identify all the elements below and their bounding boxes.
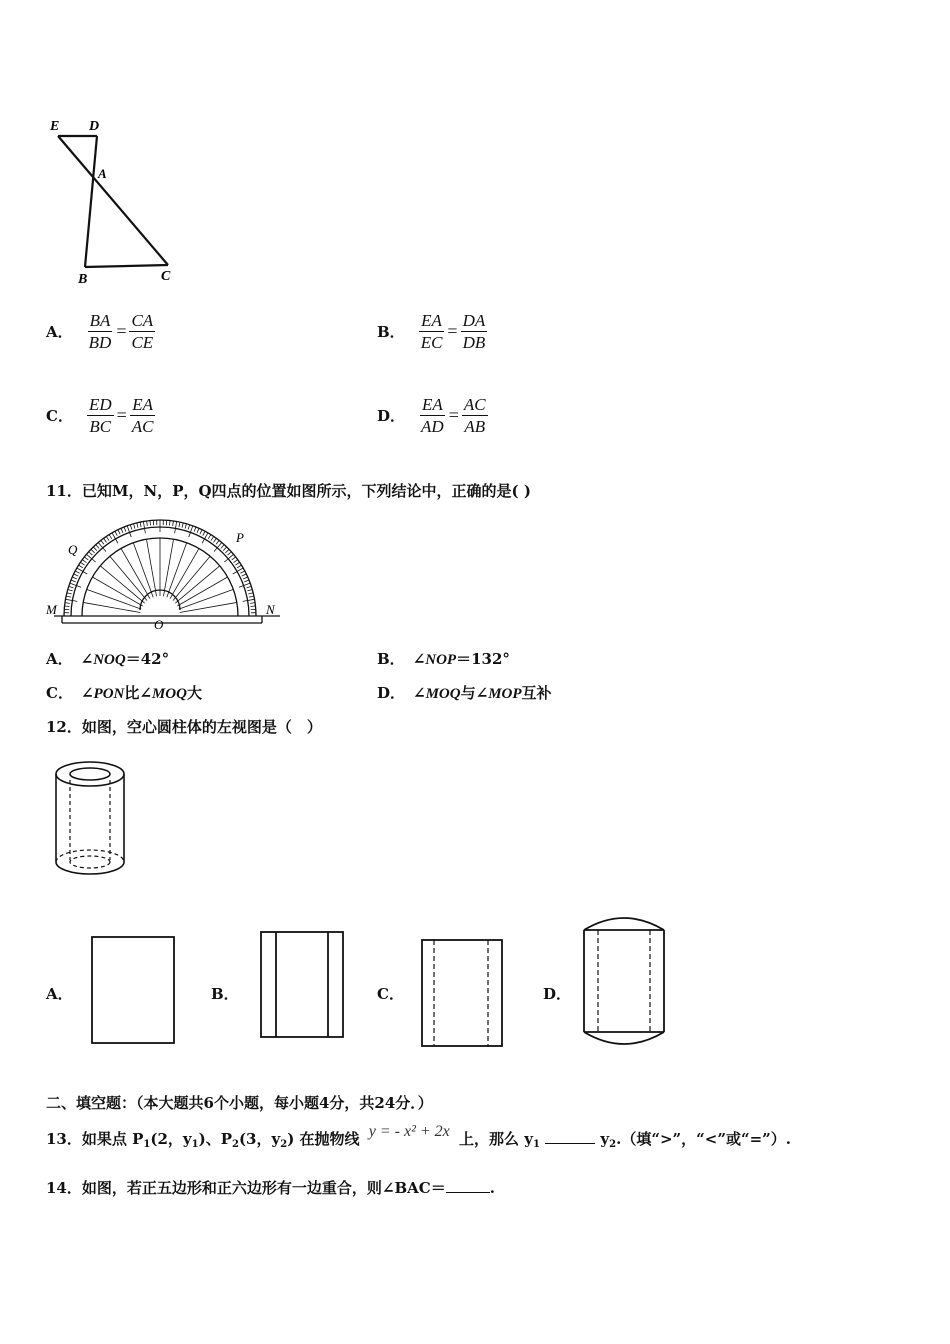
q12-stem: 12．如图，空心圆柱体的左视图是（ ） [46, 718, 322, 736]
fraction-right: $\frac{EA}{AC}$ [131, 395, 154, 437]
q10-option-c[interactable] [46, 394, 156, 438]
q12-option-b-label[interactable]: B． [211, 985, 239, 1003]
q10-option-b[interactable] [377, 310, 487, 354]
label-M: M [46, 602, 57, 617]
equals-sign: = [116, 405, 127, 426]
answer-blank[interactable] [446, 1192, 490, 1193]
fraction-left: $\frac{EA}{AD}$ [421, 395, 444, 437]
label-P: P [236, 530, 244, 545]
fraction-right: $\frac{DA}{DB}$ [462, 311, 486, 353]
q14: 14．如图，若正五边形和正六边形有一边重合，则∠BAC＝ . [46, 1179, 495, 1197]
q10-triangle-figure [40, 112, 190, 287]
parabola-formula: y = - x² + 2x [368, 1123, 450, 1140]
q13: 13．如果点 $P_1(2$，$y_1$)、$P_2(3$，$y_2$) 在抛物线 y = - x² + 2x 上，那么 $y_1$ $y_2$.（填“>”，“<”或“=”）. [46, 1123, 792, 1150]
fraction-left: $\frac{BA}{BD}$ [88, 311, 112, 353]
hollow-cylinder-figure [48, 756, 133, 881]
q12-option-a-label[interactable]: A． [46, 985, 73, 1003]
label-D: D [89, 119, 100, 134]
label-E: E [50, 119, 60, 134]
equals-sign: = [447, 321, 458, 342]
label-B: B [78, 272, 88, 287]
protractor-figure [40, 508, 290, 633]
label-Q: Q [68, 542, 78, 557]
option-label: D． [377, 407, 406, 426]
section-heading: 二、填空题：（本大题共6个小题，每小题4分，共24分．） [46, 1094, 433, 1112]
q10-option-d[interactable] [377, 394, 488, 438]
option-label: C． [46, 407, 73, 426]
label-A: A [98, 166, 107, 181]
label-N: N [266, 602, 275, 617]
label-O: O [154, 617, 164, 632]
fraction-left: $\frac{EA}{EC}$ [420, 311, 443, 353]
q11-option-b[interactable]: B． ∠NOP＝132° [377, 650, 510, 668]
q11-option-c[interactable]: C． ∠PON比∠MOQ大 [46, 684, 202, 702]
q12-option-d-figure[interactable] [578, 912, 670, 1056]
fraction-right: $\frac{CA}{CE}$ [131, 311, 154, 353]
q12-option-c-figure[interactable] [418, 936, 508, 1050]
q11-option-d[interactable]: D． ∠MOQ与∠MOP互补 [377, 684, 552, 702]
option-label: B． [377, 323, 405, 342]
fraction-right: $\frac{AC}{AB}$ [463, 395, 486, 437]
option-label: A． [46, 323, 73, 342]
fraction-left: $\frac{ED}{BC}$ [88, 395, 112, 437]
q11-stem: 11．已知M，N，P，Q四点的位置如图所示，下列结论中，正确的是( ) [46, 482, 531, 500]
answer-blank[interactable] [545, 1143, 595, 1144]
equals-sign: = [448, 405, 459, 426]
q12-option-b-figure[interactable] [256, 928, 350, 1042]
q12-option-c-label[interactable]: C． [377, 985, 404, 1003]
q12-option-a-figure[interactable] [88, 932, 180, 1048]
equals-sign: = [116, 321, 127, 342]
q11-option-a[interactable]: A． ∠NOQ＝42° [46, 650, 170, 668]
label-C: C [161, 269, 171, 284]
q12-option-d-label[interactable]: D． [543, 985, 572, 1003]
q10-option-a[interactable] [46, 310, 155, 354]
